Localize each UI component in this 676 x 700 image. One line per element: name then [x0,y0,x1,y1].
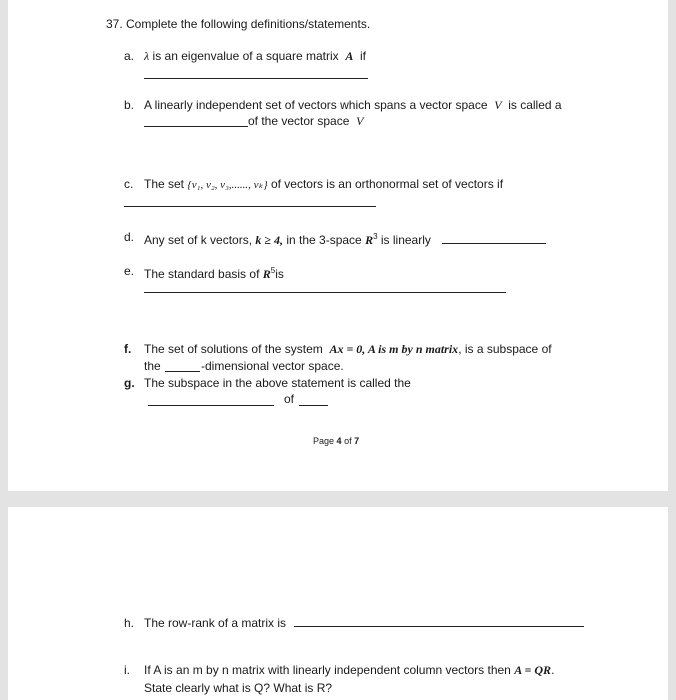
item-g-text: The subspace in the above statement is called the [144,376,411,390]
item-c-text: The set {v₁, v₂, v₃,......, vₖ} of vectors is an orthonormal set of vectors if [144,177,504,191]
inequality-expression: k ≥ 4, [255,233,283,247]
document-page-5 [8,507,668,700]
answer-blank-g-of[interactable] [299,405,328,406]
answer-blank-h[interactable] [294,626,584,627]
item-b-line1: A linearly independent set of vectors which spans a vector space V is called a [144,98,562,112]
answer-blank-f[interactable] [165,371,200,372]
item-e-letter: e. [124,264,135,278]
answer-blank-b[interactable] [144,126,248,127]
item-h-letter: h. [124,616,135,630]
answer-blank-a[interactable] [144,78,368,79]
qr-equation: A = QR [514,663,552,677]
vector-space-symbol: V [356,114,364,128]
item-f-line2-pre: the [144,359,161,373]
item-f-letter: f. [124,342,132,356]
item-b-letter: b. [124,98,135,112]
answer-blank-e[interactable] [144,292,506,293]
page-footer: Page 4 of 7 [313,436,360,446]
vector-set-notation: {v₁, v₂, v₃,......, vₖ} [187,179,268,191]
answer-blank-g-subspace[interactable] [148,405,274,406]
lambda-symbol: λ [144,49,150,63]
item-b-line2: of the vector space V [248,114,364,128]
answer-blank-d[interactable] [442,243,546,244]
answer-blank-c[interactable] [124,206,376,207]
system-equation: Ax = 0, A is m by n matrix [329,342,459,356]
item-i-line1: If A is an m by n matrix with linearly independent column vectors then A = QR. [144,663,555,677]
item-i-letter: i. [124,663,130,677]
item-a-text: λ is an eigenvalue of a square matrix A if [144,49,367,63]
item-f-line2-post: -dimensional vector space. [201,359,344,373]
item-h-text: The row-rank of a matrix is [144,616,287,630]
item-f-line1: The set of solutions of the system Ax = 0, A is m by n matrix, is a subspace of [144,342,552,356]
item-e-text: The standard basis of $R^5is$ [144,266,284,281]
item-d-letter: d. [124,230,135,244]
item-g-letter: g. [124,376,135,390]
question-heading: 37. Complete the following definitions/statements. [106,17,371,31]
real-space-symbol: R [365,233,374,247]
item-d-text: Any set of k vectors, k ≥ 4, in the 3-space $R^3$ is linearly [144,232,431,247]
item-c-letter: c. [124,177,134,191]
document-page-4 [8,0,668,491]
item-g-of: of [284,392,295,406]
matrix-symbol: A [345,49,354,63]
vector-space-symbol: V [494,98,502,112]
item-i-line2: State clearly what is Q? What is R? [144,681,333,695]
item-a-letter: a. [124,49,135,63]
real-space-symbol: R [262,267,271,281]
